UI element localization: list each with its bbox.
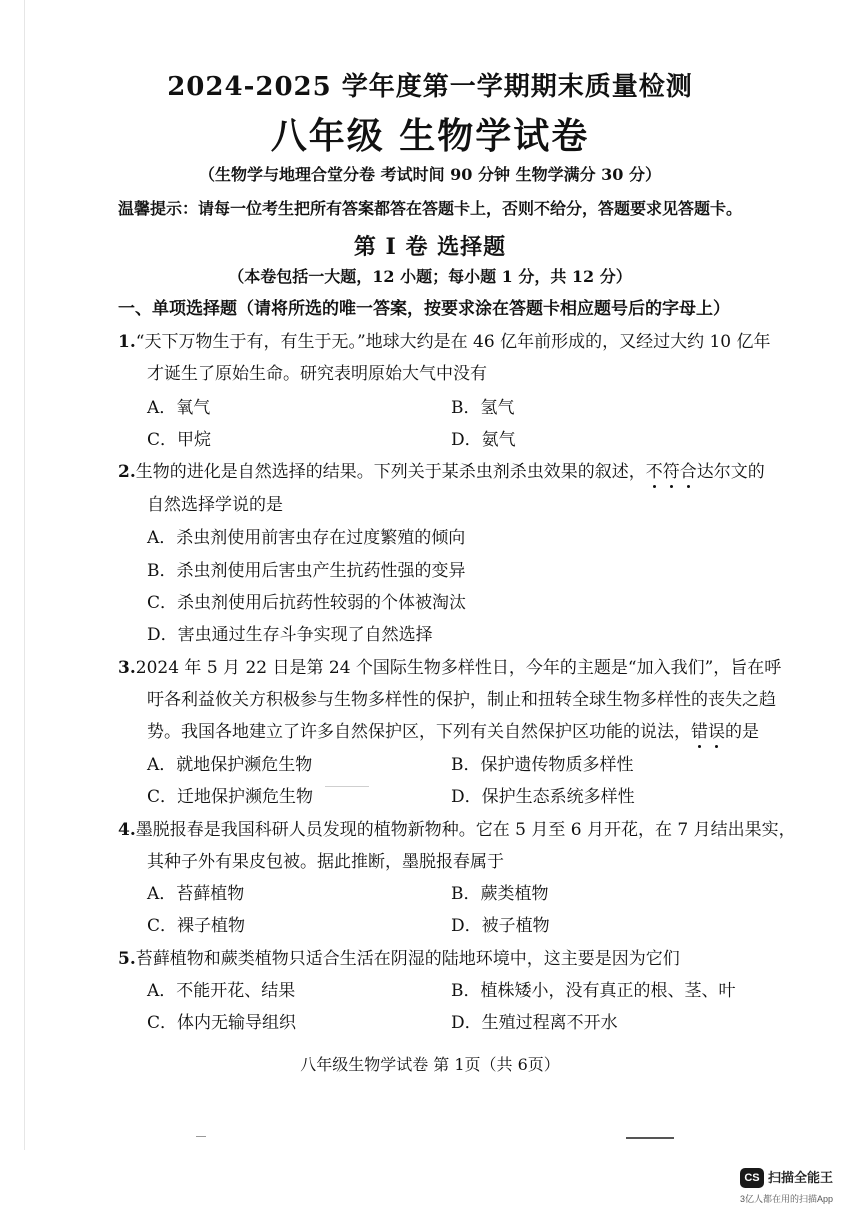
- question-text: 才诞生了原始生命。研究表明原始大气中没有: [147, 364, 487, 384]
- question-line: [118, 949, 680, 969]
- question-text: 吁各利益攸关方积极参与生物多样性的保护，制止和扭转全球生物多样性的丧失之趋: [147, 690, 776, 710]
- question-number: 4.: [118, 820, 136, 840]
- question-number: 2.: [118, 462, 136, 482]
- question-line: [118, 332, 771, 352]
- page-footer: 八年级生物学试卷 第 1页（共 6页）: [300, 1055, 560, 1074]
- option-d: D．被子植物: [451, 916, 550, 936]
- section-note: （本卷包括一大题，12 小题；每小题 1 分，共 12 分）: [228, 267, 632, 286]
- option-c: C．体内无输导组织: [147, 1013, 297, 1033]
- option-a: A．杀虫剂使用前害虫存在过度繁殖的倾向: [147, 528, 466, 548]
- emphasis-char: 合: [679, 462, 697, 482]
- question-line: [118, 658, 781, 678]
- scanner-watermark: [740, 1166, 850, 1210]
- exam-title: 2024-2025 学年度第一学期期末质量检测: [167, 72, 693, 102]
- paper-title: 八年级 生物学试卷: [270, 115, 590, 157]
- question-text: 墨脱报春是我国科研人员发现的植物新物种。它在 5 月至 6 月开花，在 7 月结出果实，: [135, 820, 796, 840]
- question-text: 自然选择学说的是: [147, 495, 283, 515]
- emphasis-char: 错: [691, 722, 708, 742]
- question-text: 生物的进化是自然选择的结果。下列关于某杀虫剂杀虫效果的叙述，: [135, 462, 646, 482]
- option-b: B．蕨类植物: [451, 884, 549, 904]
- option-b: B．杀虫剂使用后害虫产生抗药性强的变异: [147, 561, 466, 581]
- option-d: D．氨气: [451, 430, 516, 450]
- option-d: D．害虫通过生存斗争实现了自然选择: [147, 625, 433, 645]
- question-text: “天下万物生于有，有生于无。”地球大约是在 46 亿年前形成的，又经过大约 10 亿年: [135, 332, 771, 352]
- question-text: 2024 年 5 月 22 日是第 24 个国际生物多样性日，今年的主题是“加入我们”，旨在呼: [135, 658, 782, 678]
- scan-artifact: [626, 1137, 674, 1139]
- question-number: 1.: [118, 332, 136, 352]
- watermark-tagline: 3亿人都在用的扫描App: [740, 1194, 834, 1204]
- option-a: A．不能开花、结果: [147, 981, 296, 1001]
- watermark-name: 扫描全能王: [768, 1170, 834, 1185]
- question-text: 势。我国各地建立了许多自然保护区，下列有关自然保护区功能的说法，: [147, 722, 691, 742]
- question-line: [147, 722, 759, 742]
- option-a: A．氧气: [147, 398, 211, 418]
- option-d: D．生殖过程离不开水: [451, 1013, 618, 1033]
- section-title: 第 I 卷 选择题: [353, 234, 507, 260]
- reminder-tip: 温馨提示：请每一位考生把所有答案都答在答题卡上，否则不给分，答题要求见答题卡。: [118, 199, 743, 218]
- question-line: [118, 820, 796, 840]
- scan-artifact: [325, 786, 369, 787]
- emphasis-wrong: [691, 722, 725, 742]
- question-text: 达尔文的: [696, 462, 765, 482]
- emphasis-char: 不: [645, 462, 663, 482]
- emphasis-char: 符: [662, 462, 680, 482]
- question-text: 苔藓植物和蕨类植物只适合生活在阴湿的陆地环境中，这主要是因为它们: [135, 949, 680, 969]
- option-c: C．杀虫剂使用后抗药性较弱的个体被淘汰: [147, 593, 467, 613]
- paper-note: （生物学与地理合堂分卷 考试时间 90 分钟 生物学满分 30 分）: [199, 165, 661, 184]
- option-c: C．裸子植物: [147, 916, 246, 936]
- question-line: [118, 462, 765, 482]
- option-b: B．氢气: [451, 398, 515, 418]
- emphasis-char: 误: [708, 722, 725, 742]
- question-number: 5.: [118, 949, 136, 969]
- option-c: C．迁地保护濒危生物: [147, 787, 314, 807]
- question-text: 的是: [725, 722, 759, 742]
- option-c: C．甲烷: [147, 430, 212, 450]
- part-heading: 一、单项选择题（请将所选的唯一答案，按要求涂在答题卡相应题号后的字母上）: [118, 299, 730, 319]
- emphasis-not-conform: [646, 462, 697, 482]
- option-a: A．苔藓植物: [147, 884, 245, 904]
- question-text: 其种子外有果皮包被。据此推断，墨脱报春属于: [147, 852, 504, 872]
- option-a: A．就地保护濒危生物: [147, 755, 313, 775]
- option-b: B．保护遗传物质多样性: [451, 755, 634, 775]
- option-b: B．植株矮小，没有真正的根、茎、叶: [451, 981, 736, 1001]
- camscanner-logo-icon: CS: [740, 1168, 764, 1188]
- option-d: D．保护生态系统多样性: [451, 787, 635, 807]
- question-number: 3.: [118, 658, 136, 678]
- scan-artifact: [196, 1136, 206, 1137]
